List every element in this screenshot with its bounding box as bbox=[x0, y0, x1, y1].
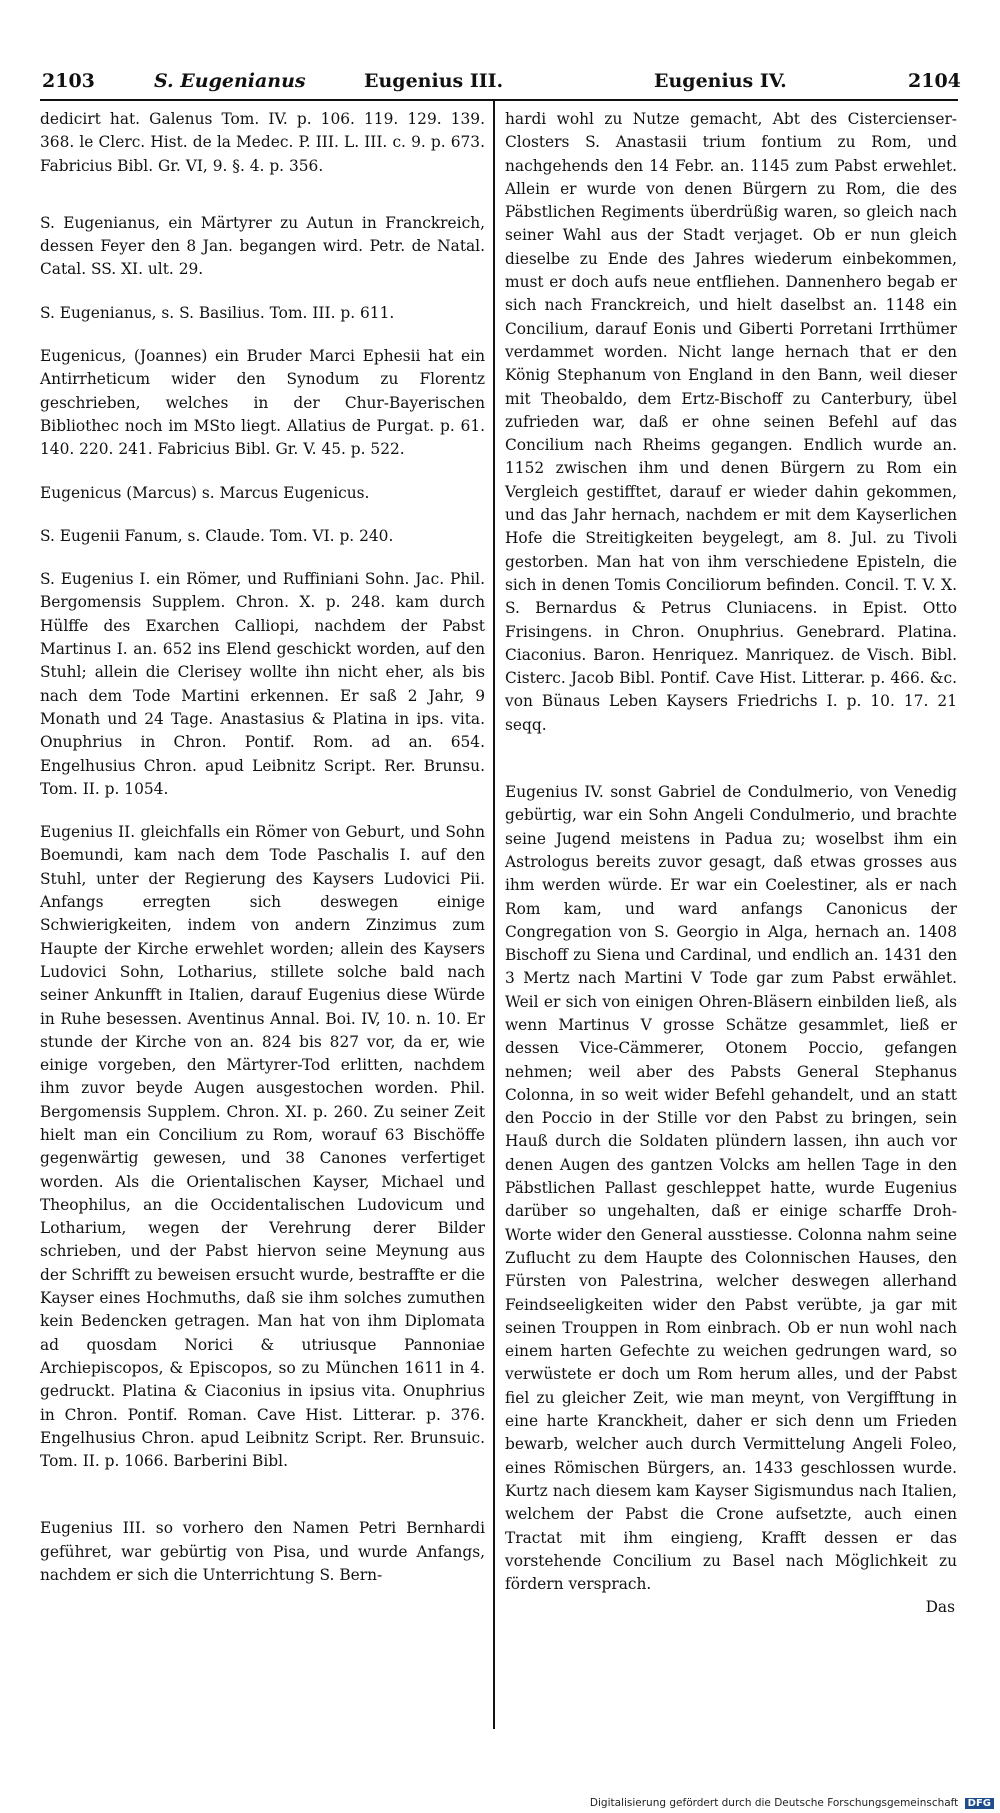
entry-eugenius-iv: Eugenius IV. sonst Gabriel de Condulmerio, von Venedig gebürtig, war ein Sohn Angeli Condulmerio, und brachte seine Jugend meistens in Padua zu; woselbst ihm ein Astrologus bereits zuvor gesagt, daß etwas grosses aus ihm werden würde. Er war ein Coelestiner, als er nach Rom kam, und ward anfangs Canonicus der Congregation von S. Georgio in Alga, hernach an. 1408 Bischoff zu Siena und Cardinal, und endlich an. 1431 den 3 Mertz nach Martini V Tode gar zum Pabst erwählet. Weil er sich von einigen Ohren-Bläsern einbilden ließ, als wenn Martinus V grosse Schätze gesammlet, ließ er dessen Vice-Cämmerer, Otonem Poccio, gefangen nehmen; weil aber des Pabsts General Stephanus Colonna, in so weit wider Befehl gehandelt, und an statt den Poccio in der Stille vor den Pabst zu bringen, sein Hauß durch die Soldaten plündern lassen, ihn auch vor denen Augen des gantzen Volcks am hellen Tage in den Päbstlichen Pallast geschleppet hatte, wurde Eugenius darüber so ungehalten, daß er einige scharffe Droh-Worte wider den General ausstiesse. Colonna nahm seine Zuflucht zu dem Haupte des Colonnischen Hauses, den Fürsten von Palestrina, welcher deswegen allerhand Feindseeligkeiten wider den Pabst verübte, ja gar mit seinen Trouppen in Rom einbrach. Ob er nun wohl nach einem harten Gefechte zu weichen gedrungen ward, so verwüstete er doch um Rom herum alles, und der Pabst fiel zu gleicher Zeit, wie man meynt, von Vergifftung in eine harte Kranckheit, daher er sich denn um Frieden bewarb, welcher auch durch Vermittelung Angeli Foleo, eines Römischen Bürgers, an. 1433 geschlossen wurde. Kurtz nach diesem kam Kayser Sigismundus nach Italien, welchem der Pabst die Crone aufsetzte, auch einen Tractat mit ihm eingieng, Krafft dessen er das vorstehende Concilium zu Basel nach Möglichkeit zu fördern versprach. bbox=[505, 783, 957, 1594]
entry-eugenicus-marcus: Eugenicus (Marcus) s. Marcus Eugenicus. bbox=[40, 483, 370, 502]
entry-eugenius-ii: Eugenius II. gleichfalls ein Römer von Geburt, und Sohn Boemundi, kam nach dem Tode Paschalis I. auf den Stuhl, unter der Regierung des Kaysers Ludovici Pii. Anfangs erregten sich deswegen einige Schwierigkeiten, indem von andern Zinzimus zum Haupte der Kirche erwehlet worden; allein des Kaysers Ludovici Sohn, Lotharius, stillete solche bald nach seiner Ankunfft in Italien, darauf Eugenius diese Würde in Ruhe besessen. Aventinus Annal. Boi. IV, 10. n. 10. Er stunde der Kirche von an. 824 bis 827 vor, da er, wie einige vorgeben, den Märtyrer-Tod erlitten, nachdem ihm zuvor beyde Augen ausgestochen worden. Phil. Bergomensis Supplem. Chron. XI. p. 260. Zu seiner Zeit hielt man ein Concilium zu Rom, worauf 63 Bischöffe gegenwärtig gewesen, und 38 Canones verfertiget worden. Als die Orientalischen Kayser, Michael und Theophilus, an die Occidentalischen Ludovicum und Lotharium, wegen der Verehrung derer Bilder schrieben, und der Pabst hiervon seine Meynung aus der Schrifft zu beweisen ersucht wurde, bestraffte er die Kayser eines Hochmuths, daß sie ihm solches zumuthen kein Bedencken getragen. Man hat von ihm Diplomata ad quosdam Norici & utriusque Pannoniae Archiepiscopos, & Episcopos, so zu München 1611 in 4. gedruckt. Platina & Ciaconius in ipsius vita. Onuphrius in Chron. Pontif. Roman. Cave Hist. Litterar. p. 376. Engelhusius Chron. apud Leibnitz Script. Rer. Brunsuic. Tom. II. p. 1066. Barberini Bibl. bbox=[40, 823, 485, 1471]
column-divider bbox=[493, 99, 495, 1729]
right-column bbox=[505, 108, 957, 1620]
dfg-logo: DFG bbox=[965, 1798, 994, 1809]
entry-galenus-refs: dedicirt hat. Galenus Tom. IV. p. 106. 119. 129. 139. 368. le Clerc. Hist. de la Medec. P. III. L. III. c. 9. p. 673. Fabricius Bibl. Gr. VI, 9. §. 4. p. 356. bbox=[40, 110, 485, 175]
left-running-head: S. Eugenianus bbox=[154, 70, 306, 92]
running-header bbox=[42, 70, 961, 100]
right-page-number: 2104 bbox=[908, 70, 961, 92]
entry-eugenius-iii-cont: hardi wohl zu Nutze gemacht, Abt des Cistercienser-Closters S. Anastasii trium fontium zu Rom, und nachgehends den 14 Febr. an. 1145 zum Pabst erwehlet. Allein er wurde von denen Bürgern zu Rom, die des Päbstlichen Regiments überdrüßig waren, so gleich nach seiner Wahl aus der Stadt verjaget. Ob er nun gleich dieselbe zu Ende des Jahres wiederum einbekommen, must er doch aufs neue entfliehen. Dannenhero begab er sich nach Franckreich, und hielt daselbst an. 1148 ein Concilium, darauf Eonis und Giberti Porretani Irrthümer verdammet worden. Nicht lange hernach that er den König Stephanum von England in den Bann, weil dieser mit Theobaldo, dem Ertz-Bischoff zu Canterbury, übel zufrieden war, daß er ohne seinen Befehl auf das Concilium nach Rheims gegangen. Endlich wurde an. 1152 zwischen ihm und denen Bürgern zu Rom ein Vergleich gestifftet, darauf er wieder dahin gekommen, und das Jahr hernach, nachdem er mit dem Kayserlichen Hofe die Streitigkeiten beygelegt, am 8. Jul. zu Tivoli gestorben. Man hat von ihm verschiedene Episteln, die sich in denen Tomis Conciliorum befinden. Concil. T. V. X. S. Bernardus & Petrus Cluniacens. in Epist. Otto Frisingens. in Chron. Onuphrius. Genebrard. Platina. Ciaconius. Baron. Henriquez. Manriquez. de Visch. Bibl. Cisterc. Jacob Bibl. Pontif. Cave Hist. Litterar. p. 466. &c. von Bünaus Leben Kaysers Friedrichs I. p. 10. 17. 21 seqq. bbox=[505, 110, 957, 734]
digitization-footer bbox=[590, 1797, 994, 1809]
footer-text: Digitalisierung gefördert durch die Deutsche Forschungsgemeinschaft bbox=[589, 1797, 959, 1809]
catchword: Das bbox=[925, 1598, 955, 1617]
entry-eugenianus-basilius: S. Eugenianus, s. S. Basilius. Tom. III. p. 611. bbox=[40, 303, 395, 322]
entry-eugenius-iii-start: Eugenius III. so vorhero den Namen Petri Bernhardi geführet, war gebürtig von Pisa, und wurde Anfangs, nachdem er sich die Unterrichtung S. Bern- bbox=[40, 1519, 485, 1585]
entry-eugenianus-autun: S. Eugenianus, ein Märtyrer zu Autun in Franckreich, dessen Feyer den 8 Jan. begangen wird. Petr. de Natal. Catal. SS. XI. ult. 29. bbox=[40, 213, 485, 279]
entry-eugenicus-joannes: Eugenicus, (Joannes) ein Bruder Marci Ephesii hat ein Antirrheticum wider den Synodum zu Florentz geschrieben, welches in der Chur-Bayerischen Bibliothec noch im MSto liegt. Allatius de Purgat. p. 61. 140. 220. 241. Fabricius Bibl. Gr. V. 45. p. 522. bbox=[40, 347, 485, 459]
entry-eugenii-fanum: S. Eugenii Fanum, s. Claude. Tom. VI. p. 240. bbox=[40, 526, 394, 545]
right-running-head: Eugenius IV. bbox=[654, 70, 787, 92]
left-page-number: 2103 bbox=[42, 70, 95, 92]
center-running-head: Eugenius III. bbox=[364, 70, 504, 92]
left-column bbox=[40, 108, 485, 1587]
entry-eugenius-i: S. Eugenius I. ein Römer, und Ruffiniani Sohn. Jac. Phil. Bergomensis Supplem. Chron. X. p. 248. kam durch Hülffe des Exarchen Calliopi, nachdem der Pabst Martinus I. an. 652 ins Elend geschickt worden, auf den Stuhl; allein die Clerisey wollte ihn nicht eher, als bis nach dem Tode Martini erkennen. Er saß 2 Jahr, 9 Monath und 24 Tage. Anastasius & Platina in ips. vita. Onuphrius in Chron. Pontif. Rom. ad an. 654. Engelhusius Chron. apud Leibnitz Script. Rer. Brunsu. Tom. II. p. 1054. bbox=[40, 570, 485, 798]
header-rule bbox=[40, 99, 958, 101]
